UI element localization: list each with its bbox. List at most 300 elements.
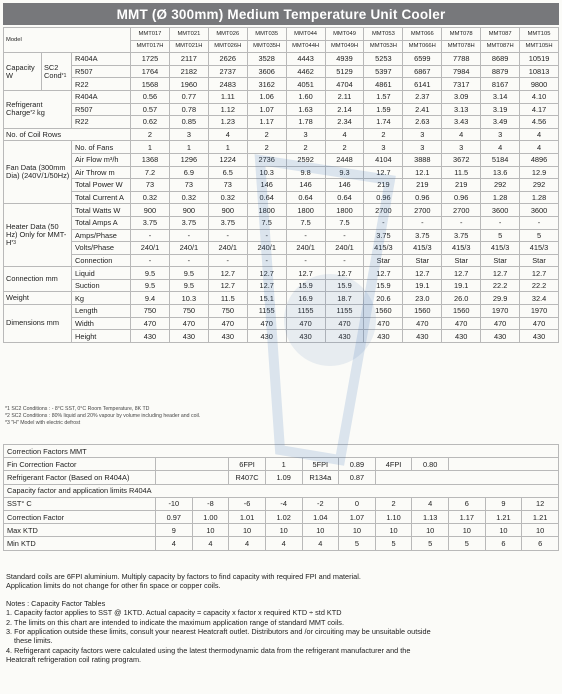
model-code: MMT087	[481, 28, 520, 41]
heater-value: 3.75	[208, 216, 247, 229]
fan-value: 2736	[247, 153, 286, 166]
refrigerant-factor-value: 0.87	[339, 471, 376, 484]
weight-value: 15.1	[247, 292, 286, 305]
model-code: MMT017	[131, 28, 170, 41]
fan-value: 4896	[520, 153, 559, 166]
model-code: MMT035	[247, 28, 286, 41]
fin-factor-value: 0.80	[412, 458, 449, 471]
dimensions-value: 470	[131, 317, 170, 330]
sst-value: 9	[485, 497, 522, 510]
weight-value: 16.9	[286, 292, 325, 305]
model-label: Model	[4, 28, 131, 53]
charge-value: 1.74	[364, 116, 403, 129]
heater-value: -	[247, 254, 286, 267]
min-ktd-value: 4	[192, 537, 229, 550]
heater-row	[4, 254, 559, 267]
heater-value: -	[169, 254, 208, 267]
fan-value: 5184	[481, 153, 520, 166]
fan-sub-label: Air Flow m³/h	[72, 153, 131, 166]
fan-value: 146	[286, 179, 325, 192]
max-ktd-value: 10	[449, 524, 486, 537]
charge-value: 2.37	[403, 90, 442, 103]
fan-value: 219	[403, 179, 442, 192]
coil-rows-value: 3	[403, 128, 442, 141]
fan-value: 0.64	[325, 191, 364, 204]
connection-sub-label: Liquid	[72, 267, 131, 280]
fan-value: 1368	[131, 153, 170, 166]
dimensions-value: 430	[403, 330, 442, 343]
connection-value: 9.5	[131, 267, 170, 280]
coil-rows-value: 3	[481, 128, 520, 141]
capacity-value: 4462	[286, 65, 325, 78]
heater-value: 3600	[481, 204, 520, 217]
connection-value: 12.7	[325, 267, 364, 280]
correction-factors-table	[3, 444, 559, 551]
connection-value: 12.7	[208, 267, 247, 280]
charge-value: 3.13	[442, 103, 481, 116]
model-h-code: MMT021H	[169, 40, 208, 53]
max-ktd-value: 10	[522, 524, 559, 537]
charge-value: 3.49	[481, 116, 520, 129]
min-ktd-value: 4	[156, 537, 193, 550]
model-h-code: MMT049H	[325, 40, 364, 53]
dimensions-value: 470	[403, 317, 442, 330]
charge-value: 1.12	[208, 103, 247, 116]
correction-factor-label: Correction Factor	[4, 510, 156, 523]
heater-row	[4, 204, 559, 217]
capacity-value: 5397	[364, 65, 403, 78]
dimensions-value: 470	[364, 317, 403, 330]
correction-factor-value: 1.02	[265, 510, 302, 523]
capacity-value: 3606	[247, 65, 286, 78]
dimensions-sub-label: Height	[72, 330, 131, 343]
capacity-value: 8167	[481, 78, 520, 91]
capacity-value: 6867	[403, 65, 442, 78]
charge-value: 1.57	[364, 90, 403, 103]
heater-value: Star	[403, 254, 442, 267]
model-row	[4, 28, 559, 41]
fan-value: 2592	[286, 153, 325, 166]
note-4-cont: Heatcraft refrigeration coil rating program.	[6, 655, 142, 665]
dimensions-sub-label: Length	[72, 305, 131, 318]
heater-value: 2700	[364, 204, 403, 217]
min-ktd-value: 5	[412, 537, 449, 550]
heater-value: 2700	[403, 204, 442, 217]
heater-value: 7.5	[247, 216, 286, 229]
heater-value: 240/1	[247, 242, 286, 255]
heater-value: 3.75	[169, 216, 208, 229]
coil-rows-value: 4	[442, 128, 481, 141]
fin-factor-value: 4FPI	[375, 458, 412, 471]
correction-factor-value: 0.97	[156, 510, 193, 523]
heater-sub-label: Amps/Phase	[72, 229, 131, 242]
heater-value: 900	[131, 204, 170, 217]
dimensions-value: 470	[520, 317, 559, 330]
dimensions-value: 430	[131, 330, 170, 343]
coil-rows-value: 2	[131, 128, 170, 141]
note-line-2: Application limits do not change for other fin space or copper coils.	[6, 581, 221, 591]
fan-value: 1	[131, 141, 170, 154]
heater-value: -	[208, 229, 247, 242]
capacity-value: 6141	[403, 78, 442, 91]
fan-row	[4, 179, 559, 192]
dimensions-value: 430	[520, 330, 559, 343]
heater-value: -	[403, 216, 442, 229]
heater-value: -	[364, 216, 403, 229]
connection-label: Connection mm	[4, 267, 72, 292]
fan-value: 1	[169, 141, 208, 154]
dimensions-value: 1155	[247, 305, 286, 318]
capacity-value: 9800	[520, 78, 559, 91]
heater-value: -	[131, 229, 170, 242]
min-ktd-value: 4	[265, 537, 302, 550]
note-3: 3. For application outside these limits, consult your nearest Heatcraft outlet. Distributors and /or circuiting may be unsuitable outside	[6, 627, 431, 637]
model-h-code: MMT044H	[286, 40, 325, 53]
connection-row	[4, 267, 559, 280]
min-ktd-row	[4, 537, 559, 550]
heater-value: -	[481, 216, 520, 229]
fan-value: 3	[442, 141, 481, 154]
charge-value: 0.85	[169, 116, 208, 129]
fan-value: 146	[247, 179, 286, 192]
capacity-value: 4704	[325, 78, 364, 91]
weight-value: 32.4	[520, 292, 559, 305]
dimensions-value: 430	[481, 330, 520, 343]
connection-value: 19.1	[403, 279, 442, 292]
charge-value: 4.10	[520, 90, 559, 103]
heater-value: 5	[481, 229, 520, 242]
fan-value: 0.32	[208, 191, 247, 204]
fan-value: 73	[131, 179, 170, 192]
fan-row	[4, 191, 559, 204]
fan-value: 73	[208, 179, 247, 192]
heater-value: -	[286, 229, 325, 242]
fan-value: 2448	[325, 153, 364, 166]
fan-row	[4, 166, 559, 179]
charge-row	[4, 116, 559, 129]
charge-value: 3.09	[442, 90, 481, 103]
charge-value: 1.63	[286, 103, 325, 116]
charge-value: 0.62	[131, 116, 170, 129]
heater-value: 1800	[286, 204, 325, 217]
connection-value: 15.9	[364, 279, 403, 292]
dimensions-value: 470	[247, 317, 286, 330]
connection-value: 15.9	[325, 279, 364, 292]
connection-sub-label: Suction	[72, 279, 131, 292]
fin-factor-value: 0.89	[339, 458, 376, 471]
fan-value: 2	[247, 141, 286, 154]
coil-rows-value: 2	[364, 128, 403, 141]
heater-value: 240/1	[208, 242, 247, 255]
dimensions-row	[4, 330, 559, 343]
fin-factor-row	[4, 458, 559, 471]
heater-value: -	[520, 216, 559, 229]
note-line-1: Standard coils are 6FPI aluminium. Multiply capacity by factors to find capacity with required FPI and material.	[6, 572, 361, 581]
refrigerant-factor-value: R407C	[229, 471, 266, 484]
dimensions-value: 470	[169, 317, 208, 330]
heater-label: Heater Data (50 Hz) Only for MMT-$H^{*3}$	[4, 204, 72, 267]
dimensions-value: 470	[481, 317, 520, 330]
dimensions-value: 470	[286, 317, 325, 330]
weight-value: 9.4	[131, 292, 170, 305]
fan-value: 2	[286, 141, 325, 154]
capacity-row	[4, 53, 559, 66]
note-2: 2. The limits on this chart are intended to indicate the maximum application range of standard MMT coils.	[6, 617, 344, 627]
coil-rows-value: 3	[169, 128, 208, 141]
capacity-value: 6599	[403, 53, 442, 66]
heater-value: 240/1	[131, 242, 170, 255]
fan-value: 3	[364, 141, 403, 154]
capacity-row	[4, 78, 559, 91]
charge-value: 2.11	[325, 90, 364, 103]
fan-value: 0.64	[286, 191, 325, 204]
heater-value: -	[325, 229, 364, 242]
capacity-value: 4051	[286, 78, 325, 91]
fan-value: 146	[325, 179, 364, 192]
heater-value: 900	[208, 204, 247, 217]
cf-header: Correction Factors MMT	[4, 445, 559, 458]
heater-value: Star	[481, 254, 520, 267]
capacity-value: 4443	[286, 53, 325, 66]
coil-rows-row	[4, 128, 559, 141]
max-ktd-value: 10	[192, 524, 229, 537]
note-3-cont: these limits.	[14, 636, 53, 646]
weight-value: 11.5	[208, 292, 247, 305]
charge-value: 1.60	[286, 90, 325, 103]
fan-value: 12.9	[520, 166, 559, 179]
fan-value: 2	[325, 141, 364, 154]
charge-row	[4, 103, 559, 116]
fan-value: 12.7	[364, 166, 403, 179]
dimensions-value: 430	[169, 330, 208, 343]
fan-value: 7.2	[131, 166, 170, 179]
dimensions-value: 430	[364, 330, 403, 343]
fan-value: 1296	[169, 153, 208, 166]
footnote-1: *1 SC2 Conditions : - 8°C SST, 0°C Room Temperature, 8K TD	[5, 406, 150, 412]
correction-factor-value: 1.04	[302, 510, 339, 523]
blank-cell	[449, 458, 559, 471]
correction-factor-value: 1.10	[375, 510, 412, 523]
capacity-value: 8879	[481, 65, 520, 78]
heater-row	[4, 242, 559, 255]
dimensions-value: 1155	[286, 305, 325, 318]
refrigerant-label: R22	[72, 78, 131, 91]
dimensions-sub-label: Width	[72, 317, 131, 330]
charge-value: 0.57	[131, 103, 170, 116]
heater-value: 3.75	[364, 229, 403, 242]
refrigerant-label: R404A	[72, 53, 131, 66]
dimensions-value: 1970	[520, 305, 559, 318]
refrigerant-label: R404A	[72, 90, 131, 103]
fan-value: 6.9	[169, 166, 208, 179]
heater-value: 240/1	[169, 242, 208, 255]
correction-factor-value: 1.21	[522, 510, 559, 523]
coil-rows-value: 3	[286, 128, 325, 141]
heater-value: 240/1	[325, 242, 364, 255]
max-ktd-value: 10	[485, 524, 522, 537]
charge-value: 2.41	[403, 103, 442, 116]
model-h-code: MMT066H	[403, 40, 442, 53]
connection-value: 12.7	[520, 267, 559, 280]
heater-value: 1800	[325, 204, 364, 217]
fan-value: 292	[520, 179, 559, 192]
heater-value: 7.5	[325, 216, 364, 229]
heater-value: 900	[169, 204, 208, 217]
blank-cell	[375, 471, 558, 484]
connection-value: 19.1	[442, 279, 481, 292]
capacity-row	[4, 65, 559, 78]
coil-rows-value: 4	[325, 128, 364, 141]
heater-value: 3.75	[403, 229, 442, 242]
connection-row	[4, 279, 559, 292]
fan-sub-label: Total Current A	[72, 191, 131, 204]
refrigerant-label: R22	[72, 116, 131, 129]
connection-value: 22.2	[520, 279, 559, 292]
max-ktd-value: 10	[265, 524, 302, 537]
fan-value: 4	[481, 141, 520, 154]
sst-value: 0	[339, 497, 376, 510]
heater-value: 415/3	[442, 242, 481, 255]
connection-value: 15.9	[286, 279, 325, 292]
heater-value: -	[131, 254, 170, 267]
cap-header-row	[4, 484, 559, 497]
capacity-value: 5129	[325, 65, 364, 78]
capacity-value: 1725	[131, 53, 170, 66]
heater-value: Star	[442, 254, 481, 267]
refrigerant-label: R507	[72, 103, 131, 116]
sst-row	[4, 497, 559, 510]
capacity-value: 2483	[208, 78, 247, 91]
min-ktd-label: Min KTD	[4, 537, 156, 550]
capacity-value: 1764	[131, 65, 170, 78]
charge-value: 1.23	[208, 116, 247, 129]
note-4: 4. Refrigerant capacity factors were calculated using the latest thermodynamic data from the refrigerant manufacturer and the	[6, 645, 411, 655]
charge-value: 1.07	[247, 103, 286, 116]
correction-factor-value: 1.01	[229, 510, 266, 523]
dimensions-value: 470	[442, 317, 481, 330]
weight-value: 18.7	[325, 292, 364, 305]
fan-row	[4, 141, 559, 154]
heater-sub-label: Total Amps A	[72, 216, 131, 229]
weight-value: 29.9	[481, 292, 520, 305]
heater-value: -	[169, 229, 208, 242]
heater-value: -	[247, 229, 286, 242]
heater-value: 7.5	[286, 216, 325, 229]
model-code: MMT053	[364, 28, 403, 41]
blank-cell	[156, 458, 229, 471]
capacity-value: 4939	[325, 53, 364, 66]
correction-factor-value: 1.00	[192, 510, 229, 523]
charge-value: 4.56	[520, 116, 559, 129]
charge-value: 4.17	[520, 103, 559, 116]
model-code: MMT049	[325, 28, 364, 41]
fan-value: 1.28	[520, 191, 559, 204]
fan-value: 0.32	[169, 191, 208, 204]
model-code: MMT078	[442, 28, 481, 41]
weight-label: Weight	[4, 292, 72, 305]
refrigerant-factor-value: R134a	[302, 471, 339, 484]
capacity-condition: SC2 Cond$^{*1}$	[42, 53, 72, 91]
heater-sub-label: Connection	[72, 254, 131, 267]
model-h-code: MMT035H	[247, 40, 286, 53]
sst-value: 4	[412, 497, 449, 510]
coil-rows-value: 4	[208, 128, 247, 141]
fin-factor-value: 1	[265, 458, 302, 471]
fan-value: 3672	[442, 153, 481, 166]
charge-value: 2.34	[325, 116, 364, 129]
weight-value: 26.0	[442, 292, 481, 305]
correction-factor-row	[4, 510, 559, 523]
capacity-value: 2117	[169, 53, 208, 66]
cf-header-row	[4, 445, 559, 458]
fan-sub-label: No. of Fans	[72, 141, 131, 154]
correction-factor-value: 1.17	[449, 510, 486, 523]
weight-value: 10.3	[169, 292, 208, 305]
charge-value: 0.77	[169, 90, 208, 103]
capacity-value: 1568	[131, 78, 170, 91]
dimensions-value: 1560	[442, 305, 481, 318]
dimensions-value: 430	[286, 330, 325, 343]
fin-factor-label: Fin Correction Factor	[4, 458, 156, 471]
connection-value: 12.7	[247, 279, 286, 292]
fan-value: 73	[169, 179, 208, 192]
charge-value: 1.59	[364, 103, 403, 116]
fan-value: 1224	[208, 153, 247, 166]
fan-value: 0.32	[131, 191, 170, 204]
model-code: MMT105	[520, 28, 559, 41]
heater-value: 3600	[520, 204, 559, 217]
min-ktd-value: 4	[302, 537, 339, 550]
capacity-label: Capacity W	[4, 53, 42, 91]
fan-value: 3888	[403, 153, 442, 166]
heater-value: 415/3	[364, 242, 403, 255]
coil-rows-value: 4	[520, 128, 559, 141]
heater-value: 3.75	[442, 229, 481, 242]
heater-value: 3.75	[131, 216, 170, 229]
max-ktd-row	[4, 524, 559, 537]
cap-limits-header: Capacity factor and application limits R404A	[4, 484, 559, 497]
dimensions-value: 1560	[403, 305, 442, 318]
fin-factor-value: 6FPI	[229, 458, 266, 471]
fan-value: 0.96	[364, 191, 403, 204]
dimensions-value: 1970	[481, 305, 520, 318]
charge-value: 0.56	[131, 90, 170, 103]
dimensions-row	[4, 305, 559, 318]
correction-factor-value: 1.13	[412, 510, 449, 523]
heater-value: 415/3	[403, 242, 442, 255]
blank-cell	[156, 471, 229, 484]
fan-value: 12.1	[403, 166, 442, 179]
correction-factor-value: 1.21	[485, 510, 522, 523]
capacity-value: 2737	[208, 65, 247, 78]
sst-value: -2	[302, 497, 339, 510]
model-code: MMT066	[403, 28, 442, 41]
dimensions-value: 470	[208, 317, 247, 330]
refrigerant-factor-row	[4, 471, 559, 484]
sst-value: -8	[192, 497, 229, 510]
connection-value: 12.7	[247, 267, 286, 280]
fan-sub-label: Air Throw m	[72, 166, 131, 179]
fan-value: 4104	[364, 153, 403, 166]
footnote-2: *2 SC2 Conditions : 80% liquid and 20% vapour by volume including header and coil.	[5, 413, 201, 419]
dimensions-value: 750	[169, 305, 208, 318]
min-ktd-value: 5	[339, 537, 376, 550]
fan-value: 0.96	[403, 191, 442, 204]
dimensions-value: 750	[131, 305, 170, 318]
max-ktd-value: 9	[156, 524, 193, 537]
capacity-value: 10519	[520, 53, 559, 66]
capacity-value: 8689	[481, 53, 520, 66]
